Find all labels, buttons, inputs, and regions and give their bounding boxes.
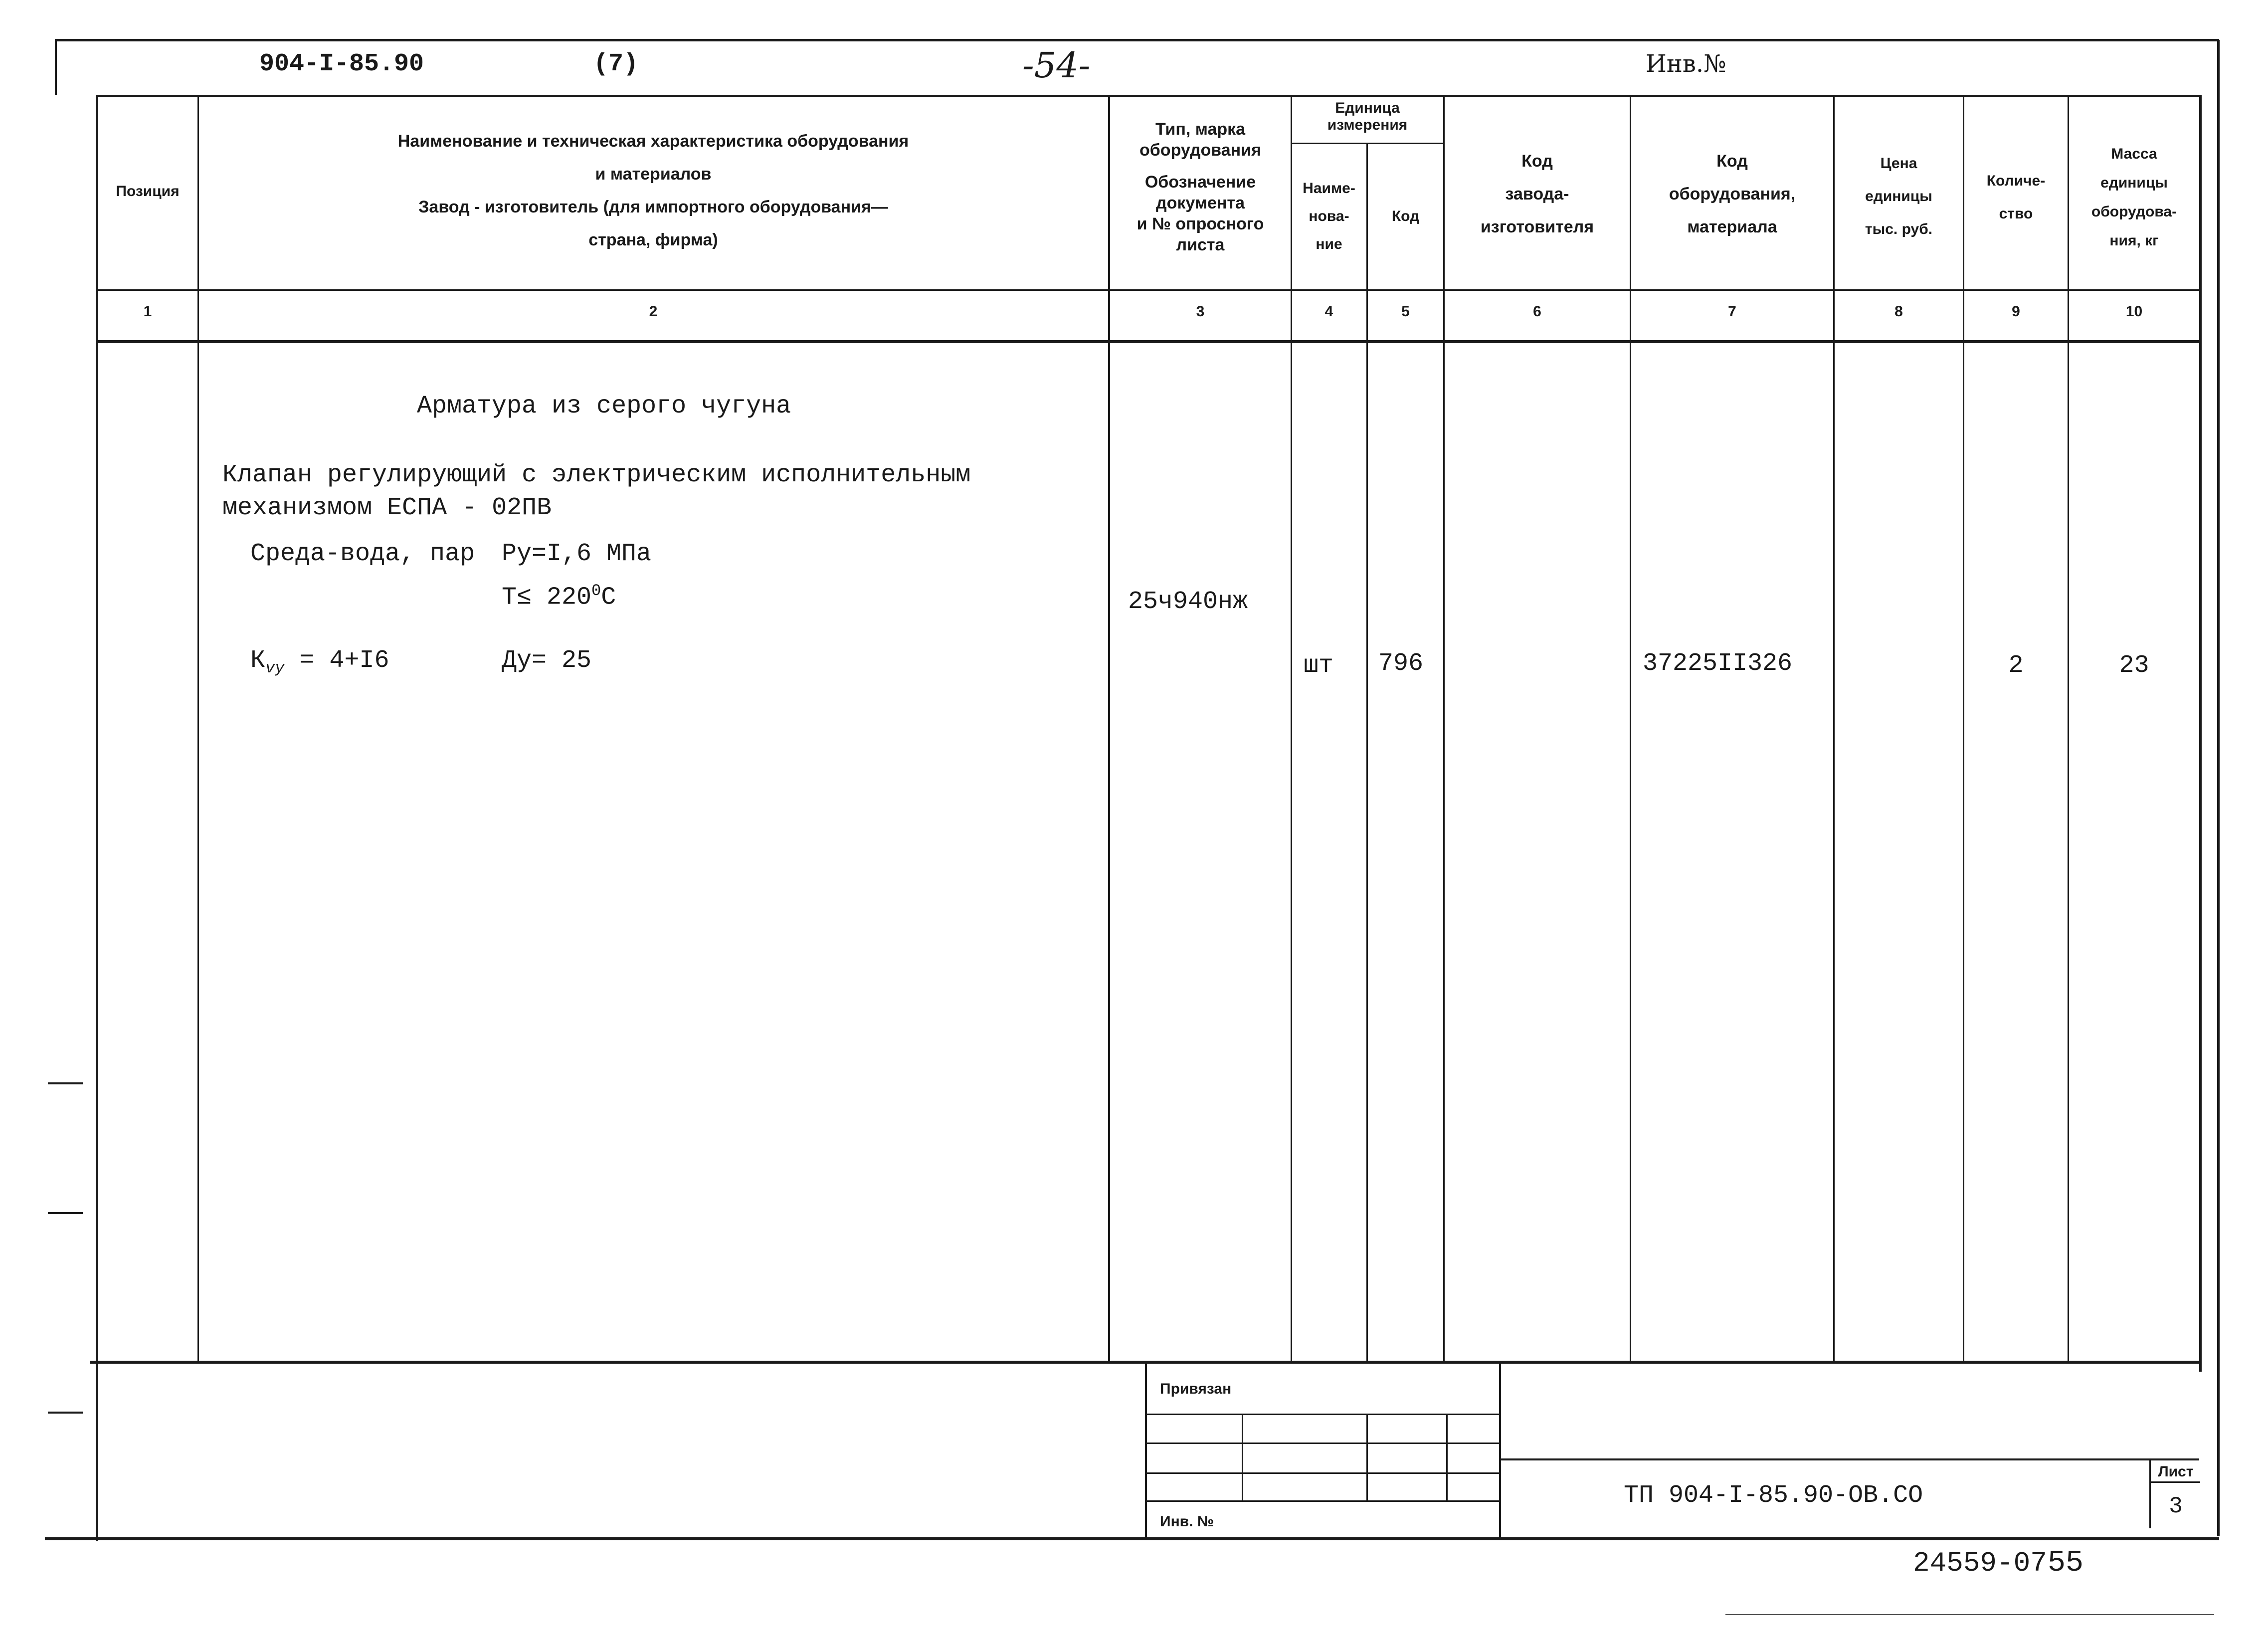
- temperature-spec: [502, 582, 616, 612]
- header-unit-mass: [2069, 140, 2199, 255]
- col-sep-4: [1366, 144, 1368, 1362]
- header-qty-line: ство: [1999, 206, 2033, 222]
- header-type-line: Тип, марка: [1155, 120, 1246, 139]
- header-price-line: Цена: [1880, 155, 1917, 172]
- column-number: 7: [1728, 303, 1736, 320]
- left-margin-tick: [48, 1082, 83, 1084]
- sheet-cell-left-line: [2149, 1458, 2151, 1528]
- stamp-inv-label: Инв. №: [1160, 1513, 1214, 1530]
- header-type-line: документа: [1156, 194, 1245, 212]
- header-equip-line: материала: [1687, 217, 1777, 236]
- mass-value: 23: [2119, 651, 2149, 680]
- header-mass-line: единицы: [2100, 175, 2168, 191]
- stamp-mid-line: [1499, 1362, 1501, 1537]
- header-unit-code: Код: [1391, 208, 1420, 224]
- column-number: 10: [2125, 303, 2143, 320]
- header-mfr-line: Код: [1521, 152, 1553, 171]
- header-unit-group: [1292, 100, 1443, 134]
- header-name-line: страна, фирма): [588, 230, 718, 249]
- header-mass-line: оборудова-: [2091, 204, 2177, 220]
- stamp-title-top-line: [1500, 1458, 2199, 1460]
- header-manufacturer-code: [1445, 145, 1630, 243]
- footer-page-number: 55: [2048, 1546, 2084, 1580]
- column-number: 9: [2012, 303, 2020, 320]
- pressure-spec: Ру=I,6 МПа: [502, 540, 652, 568]
- col-sep-6: [1630, 95, 1631, 1362]
- column-number: 4: [1324, 303, 1333, 320]
- temperature-unit: С: [601, 583, 616, 612]
- header-name-line: Наименование и техническая характеристика оборудования: [397, 132, 909, 151]
- stamp-row-line: [1145, 1500, 1500, 1502]
- header-unit-name-line: нова-: [1309, 208, 1349, 224]
- column-number: 5: [1401, 303, 1410, 320]
- page-number-handwritten: -54-: [1022, 45, 1091, 86]
- header-equip-line: оборудования,: [1669, 185, 1796, 204]
- header-unit-price: [1835, 147, 1963, 246]
- sheet-number: 3: [2169, 1493, 2183, 1519]
- frame-left-line: [55, 40, 57, 95]
- column-number: 2: [649, 303, 658, 320]
- col-sep-5: [1443, 95, 1445, 1362]
- column-number: 1: [143, 303, 152, 320]
- stamp-document-code: ТП 904-I-85.90-ОВ.СО: [1624, 1481, 1923, 1510]
- col-sep-8: [1963, 95, 1964, 1362]
- column-number: 6: [1533, 303, 1541, 320]
- header-equip-line: Код: [1716, 152, 1748, 171]
- header-bottom-line: [96, 289, 2201, 291]
- footer-line: [1725, 1614, 2214, 1615]
- header-name-description: [199, 125, 1107, 256]
- header-mfr-line: изготовителя: [1480, 217, 1594, 236]
- header-unit-name-line: ние: [1316, 236, 1342, 252]
- header-unit-name-line: Наиме-: [1303, 180, 1355, 197]
- frame-bottom-line: [45, 1537, 2219, 1540]
- header-type-line: Обозначение: [1144, 173, 1256, 192]
- left-margin-tick: [48, 1412, 83, 1414]
- col-sep-9: [2068, 95, 2069, 1362]
- archive-number: 24559-07: [1913, 1547, 2047, 1579]
- sheet-label: Лист: [2158, 1463, 2194, 1480]
- stamp-left-line: [1145, 1362, 1147, 1537]
- header-position: Позиция: [116, 183, 180, 200]
- header-name-line: и материалов: [595, 165, 712, 184]
- header-unit-name: [1292, 175, 1366, 258]
- header-name-line: Завод - изготовитель (для импортного оборудования—: [418, 198, 888, 216]
- equipment-code-value: 37225II326: [1643, 649, 1793, 678]
- header-unit-line: измерения: [1327, 117, 1408, 133]
- left-margin-tick: [48, 1212, 83, 1214]
- unit-code-value: 796: [1378, 649, 1424, 678]
- kv-symbol: К: [250, 646, 266, 675]
- header-type-line: оборудования: [1139, 141, 1261, 160]
- quantity-value: 2: [2008, 651, 2024, 680]
- type-mark-value: 25ч940нж: [1128, 588, 1248, 616]
- header-equipment-code: [1631, 145, 1833, 243]
- header-mass-line: ния, кг: [2109, 232, 2159, 249]
- header-unit-line: Единица: [1335, 100, 1400, 116]
- degree-sign: 0: [591, 582, 601, 600]
- column-number: 8: [1894, 303, 1903, 320]
- kv-value: = 4+I6: [284, 646, 389, 675]
- inventory-label: Инв.№: [1646, 50, 1726, 78]
- header-type-line: листа: [1176, 235, 1225, 254]
- header-quantity: [1964, 165, 2068, 230]
- col-sep-7: [1833, 95, 1835, 1362]
- header-mfr-line: завода-: [1505, 185, 1569, 204]
- temperature-value: Т≤ 220: [502, 583, 592, 612]
- col-sep-3: [1291, 95, 1292, 1362]
- col-sep-1: [197, 95, 199, 1362]
- frame-top-line: [55, 39, 2219, 41]
- sheet-cell-mid-line: [2150, 1481, 2200, 1483]
- item-description-line: механизмом ЕСПА - 02ПВ: [222, 494, 552, 522]
- unit-name-value: шт: [1304, 651, 1334, 680]
- numbers-bottom-line: [96, 340, 2201, 343]
- item-description-line: Клапан регулирующий с электрическим исполнительным: [222, 461, 971, 489]
- header-price-line: единицы: [1865, 188, 1932, 205]
- header-type-line: и № опросного: [1136, 214, 1264, 233]
- album-number: (7): [593, 50, 639, 78]
- stamp-grid-line: [1242, 1414, 1243, 1500]
- doc-code: 904-I-85.90: [259, 50, 424, 78]
- stamp-bound-label: Привязан: [1160, 1381, 1232, 1397]
- header-qty-line: Количе-: [1986, 173, 2046, 189]
- column-number: 3: [1196, 303, 1205, 320]
- table-top-line: [96, 95, 2201, 97]
- unit-group-line: [1291, 143, 1443, 144]
- medium-spec: Среда-вода, пар: [250, 540, 475, 568]
- col-sep-2: [1108, 95, 1110, 1362]
- frame-right-line: [2217, 40, 2220, 1536]
- header-price-line: тыс. руб.: [1865, 221, 1933, 237]
- table-right-line: [2199, 95, 2202, 1372]
- header-type-mark: [1110, 119, 1291, 255]
- section-title: Арматура из серого чугуна: [417, 392, 791, 420]
- header-mass-line: Масса: [2111, 146, 2157, 162]
- stamp-grid-line: [1366, 1414, 1368, 1500]
- stamp-grid-line: [1446, 1414, 1448, 1500]
- nominal-diameter: Ду= 25: [502, 646, 592, 675]
- kv-spec: [250, 646, 389, 677]
- kv-subscript: vy: [265, 659, 285, 677]
